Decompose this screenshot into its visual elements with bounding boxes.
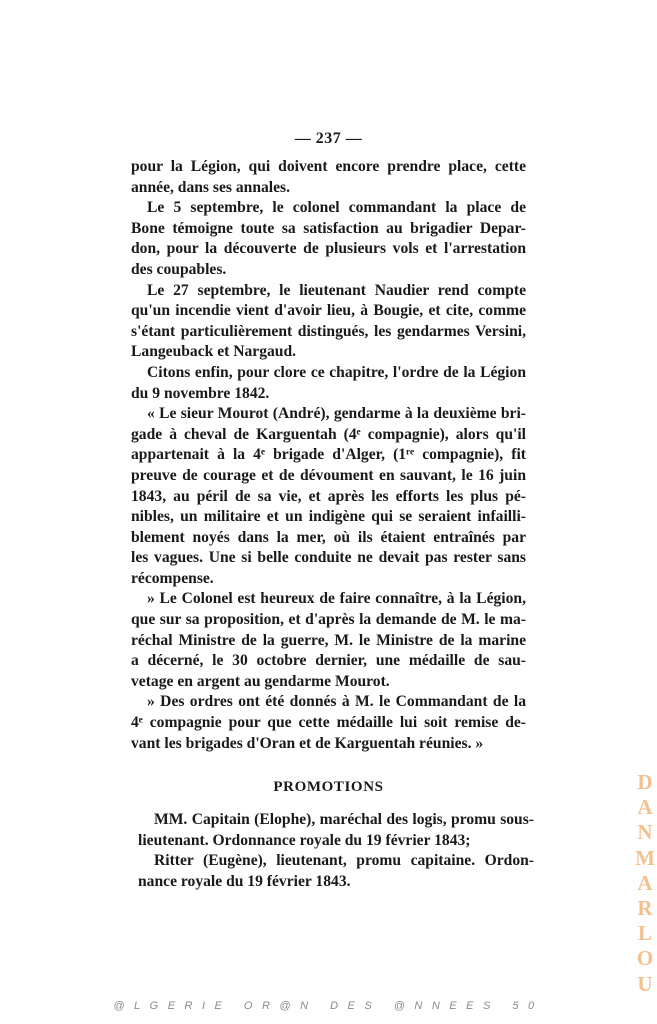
- text-line: Le 5 septembre, le colonel commandant la place de: [147, 199, 526, 217]
- text-line: 4ᵉ compagnie pour que cette médaille lui soit remise de-: [131, 714, 526, 732]
- text-line: a décerné, le 30 octobre dernier, une médaille de sau-: [131, 652, 526, 670]
- watermark-letter: A: [637, 870, 653, 895]
- side-watermark: [634, 770, 656, 997]
- text-line: MM. Capitain (Elophe), maréchal des logis, promu sous-: [154, 811, 534, 828]
- text-line: du 9 novembre 1842.: [131, 384, 270, 402]
- promotion-entry: [138, 851, 534, 892]
- paragraph: [131, 404, 526, 589]
- text-line: don, pour la découverte de plusieurs vols et l'arrestation: [131, 240, 526, 258]
- paragraph: [131, 281, 526, 363]
- paragraph: [131, 363, 526, 404]
- text-line: qu'un incendie vient d'avoir lieu, à Bougie, et cite, comme: [131, 302, 526, 320]
- text-line: des coupables.: [131, 260, 227, 278]
- text-line: 1843, au péril de sa vie, et après les efforts les plus pé-: [131, 487, 526, 505]
- text-line: preuve de courage et de dévoument en sauvant, le 16 juin: [131, 466, 526, 484]
- text-line: » Le Colonel est heureux de faire connaître, à la Légion,: [147, 590, 526, 608]
- paragraph: [131, 692, 526, 754]
- section-heading: PROMOTIONS: [273, 779, 384, 795]
- text-line: s'étant particulièrement distingués, les gendarmes Versini,: [131, 322, 526, 340]
- text-line: nibles, un militaire et un indigène qui se seraient infailli-: [131, 508, 526, 526]
- text-line: Le 27 septembre, le lieutenant Naudier rend compte: [147, 281, 526, 299]
- watermark-letter: D: [637, 770, 653, 794]
- text-line: les vagues. Une si belle conduite ne devait pas rester sans: [131, 549, 526, 567]
- watermark-letter: M: [635, 845, 655, 870]
- text-line: Citons enfin, pour clore ce chapitre, l'ordre de la Légion: [147, 363, 526, 381]
- text-line: vetage en argent au gendarme Mourot.: [131, 672, 390, 690]
- promotion-entry: [138, 810, 534, 851]
- text-line: » Des ordres ont été donnés à M. le Commandant de la: [147, 693, 526, 711]
- text-line: réchal Ministre de la guerre, M. le Ministre de la marine: [131, 631, 526, 649]
- body-text: [131, 157, 526, 754]
- watermark-letter: R: [637, 896, 653, 921]
- text-line: appartenait à la 4ᵉ brigade d'Alger, (1ʳᵉ compagnie), fit: [131, 446, 526, 464]
- text-line: Langeuback et Nargaud.: [131, 343, 297, 361]
- page-number: — 237 —: [294, 130, 363, 147]
- text-line: Ritter (Eugène), lieutenant, promu capitaine. Ordon-: [154, 852, 534, 870]
- watermark-letter: A: [637, 795, 653, 820]
- text-line: lieutenant. Ordonnance royale du 19 février 1843;: [138, 831, 471, 849]
- text-line: « Le sieur Mourot (André), gendarme à la deuxième bri-: [147, 405, 526, 423]
- paragraph: [131, 589, 526, 692]
- text-line: vant les brigades d'Oran et de Karguentah réunies. »: [131, 734, 484, 752]
- text-line: que sur sa proposition, et d'après la demande de M. le ma-: [131, 611, 526, 629]
- text-line: Bone témoigne toute sa satisfaction au brigadier Depar-: [131, 219, 526, 237]
- paragraph: [131, 157, 526, 198]
- text-line: nance royale du 19 février 1843.: [138, 872, 351, 890]
- text-line: blement noyés dans la mer, où ils étaient entraînés par: [131, 528, 526, 546]
- bottom-watermark: @LGERIE OR@N DES @NNEES 50: [113, 1000, 544, 1012]
- text-line: année, dans ses annales.: [131, 178, 291, 196]
- promotions-list: [138, 810, 534, 892]
- text-line: récompense.: [131, 569, 214, 587]
- watermark-letter: N: [637, 820, 653, 845]
- watermark-letter: L: [637, 921, 652, 946]
- watermark-letter: O: [636, 946, 654, 971]
- text-line: pour la Légion, qui doivent encore prendre place, cette: [131, 158, 526, 175]
- text-line: gade à cheval de Karguentah (4ᵉ compagnie), alors qu'il: [131, 425, 526, 443]
- watermark-letter: U: [637, 971, 653, 996]
- paragraph: [131, 198, 526, 280]
